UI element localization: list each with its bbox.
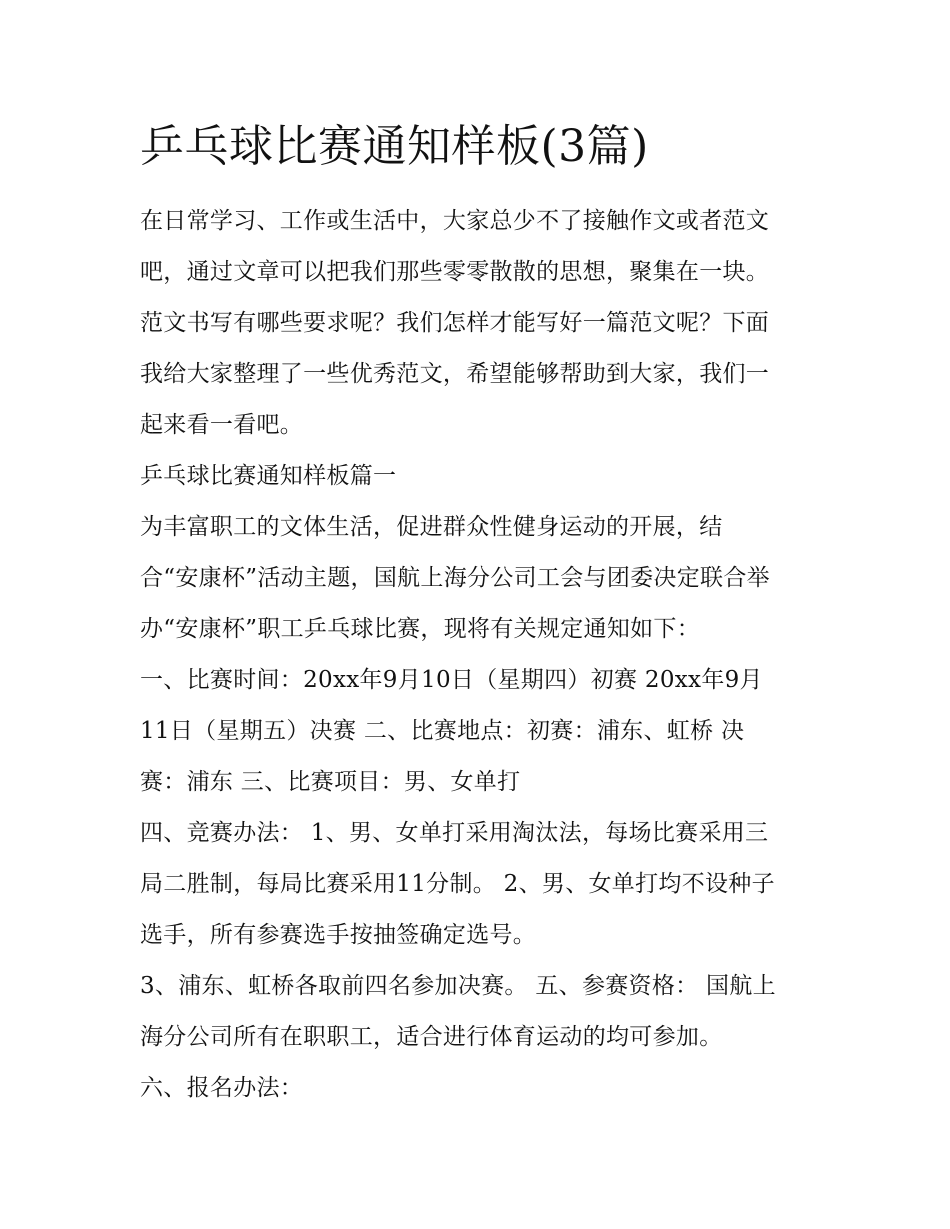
item-line: 四、竞赛办法： 1、男、女单打采用淘汰法，每场比赛采用三 xyxy=(140,820,769,846)
section-heading xyxy=(140,451,820,502)
intro-paragraph xyxy=(140,196,820,451)
intro-line: 起来看一看吧。 xyxy=(140,412,304,438)
section-heading-text: 乒乓球比赛通知样板篇一 xyxy=(140,463,397,489)
item-line: 赛：浦东 三、比赛项目：男、女单打 xyxy=(140,769,521,795)
competition-method-paragraph xyxy=(140,808,820,961)
notice-line: 办“安康杯”职工乒乓球比赛，现将有关规定通知如下： xyxy=(140,616,701,642)
item-line: 3、浦东、虹桥各取前四名参加决赛。 五、参赛资格： 国航上 xyxy=(140,973,776,999)
intro-line: 我给大家整理了一些优秀范文，希望能够帮助到大家，我们一 xyxy=(140,361,770,387)
notice-line: 合“安康杯”活动主题，国航上海分公司工会与团委决定联合举 xyxy=(140,565,770,591)
item-line: 六、报名办法： xyxy=(140,1075,304,1101)
item-line: 一、比赛时间：20xx年9月10日（星期四）初赛 20xx年9月 xyxy=(140,667,763,693)
item-line: 海分公司所有在职职工，适合进行体育运动的均可参加。 xyxy=(140,1024,723,1050)
item-line: 选手，所有参赛选手按抽签确定选号。 xyxy=(140,922,537,948)
document-body xyxy=(140,196,820,1114)
item-line: 11日（星期五）决赛 二、比赛地点：初赛：浦东、虹桥 决 xyxy=(140,718,745,744)
intro-line: 范文书写有哪些要求呢？我们怎样才能写好一篇范文呢？下面 xyxy=(140,310,770,336)
document-title: 乒乓球比赛通知样板(3篇) xyxy=(140,121,649,172)
competition-time-place-paragraph xyxy=(140,655,820,808)
registration-paragraph xyxy=(140,1063,820,1114)
eligibility-paragraph xyxy=(140,961,820,1063)
notice-line: 为丰富职工的文体生活，促进群众性健身运动的开展，结 xyxy=(140,514,723,540)
intro-line: 在日常学习、工作或生活中，大家总少不了接触作文或者范文 xyxy=(140,208,770,234)
notice-paragraph xyxy=(140,502,820,655)
intro-line: 吧，通过文章可以把我们那些零零散散的思想，聚集在一块。 xyxy=(140,259,770,285)
item-line: 局二胜制，每局比赛采用11分制。 2、男、女单打均不设种子 xyxy=(140,871,775,897)
